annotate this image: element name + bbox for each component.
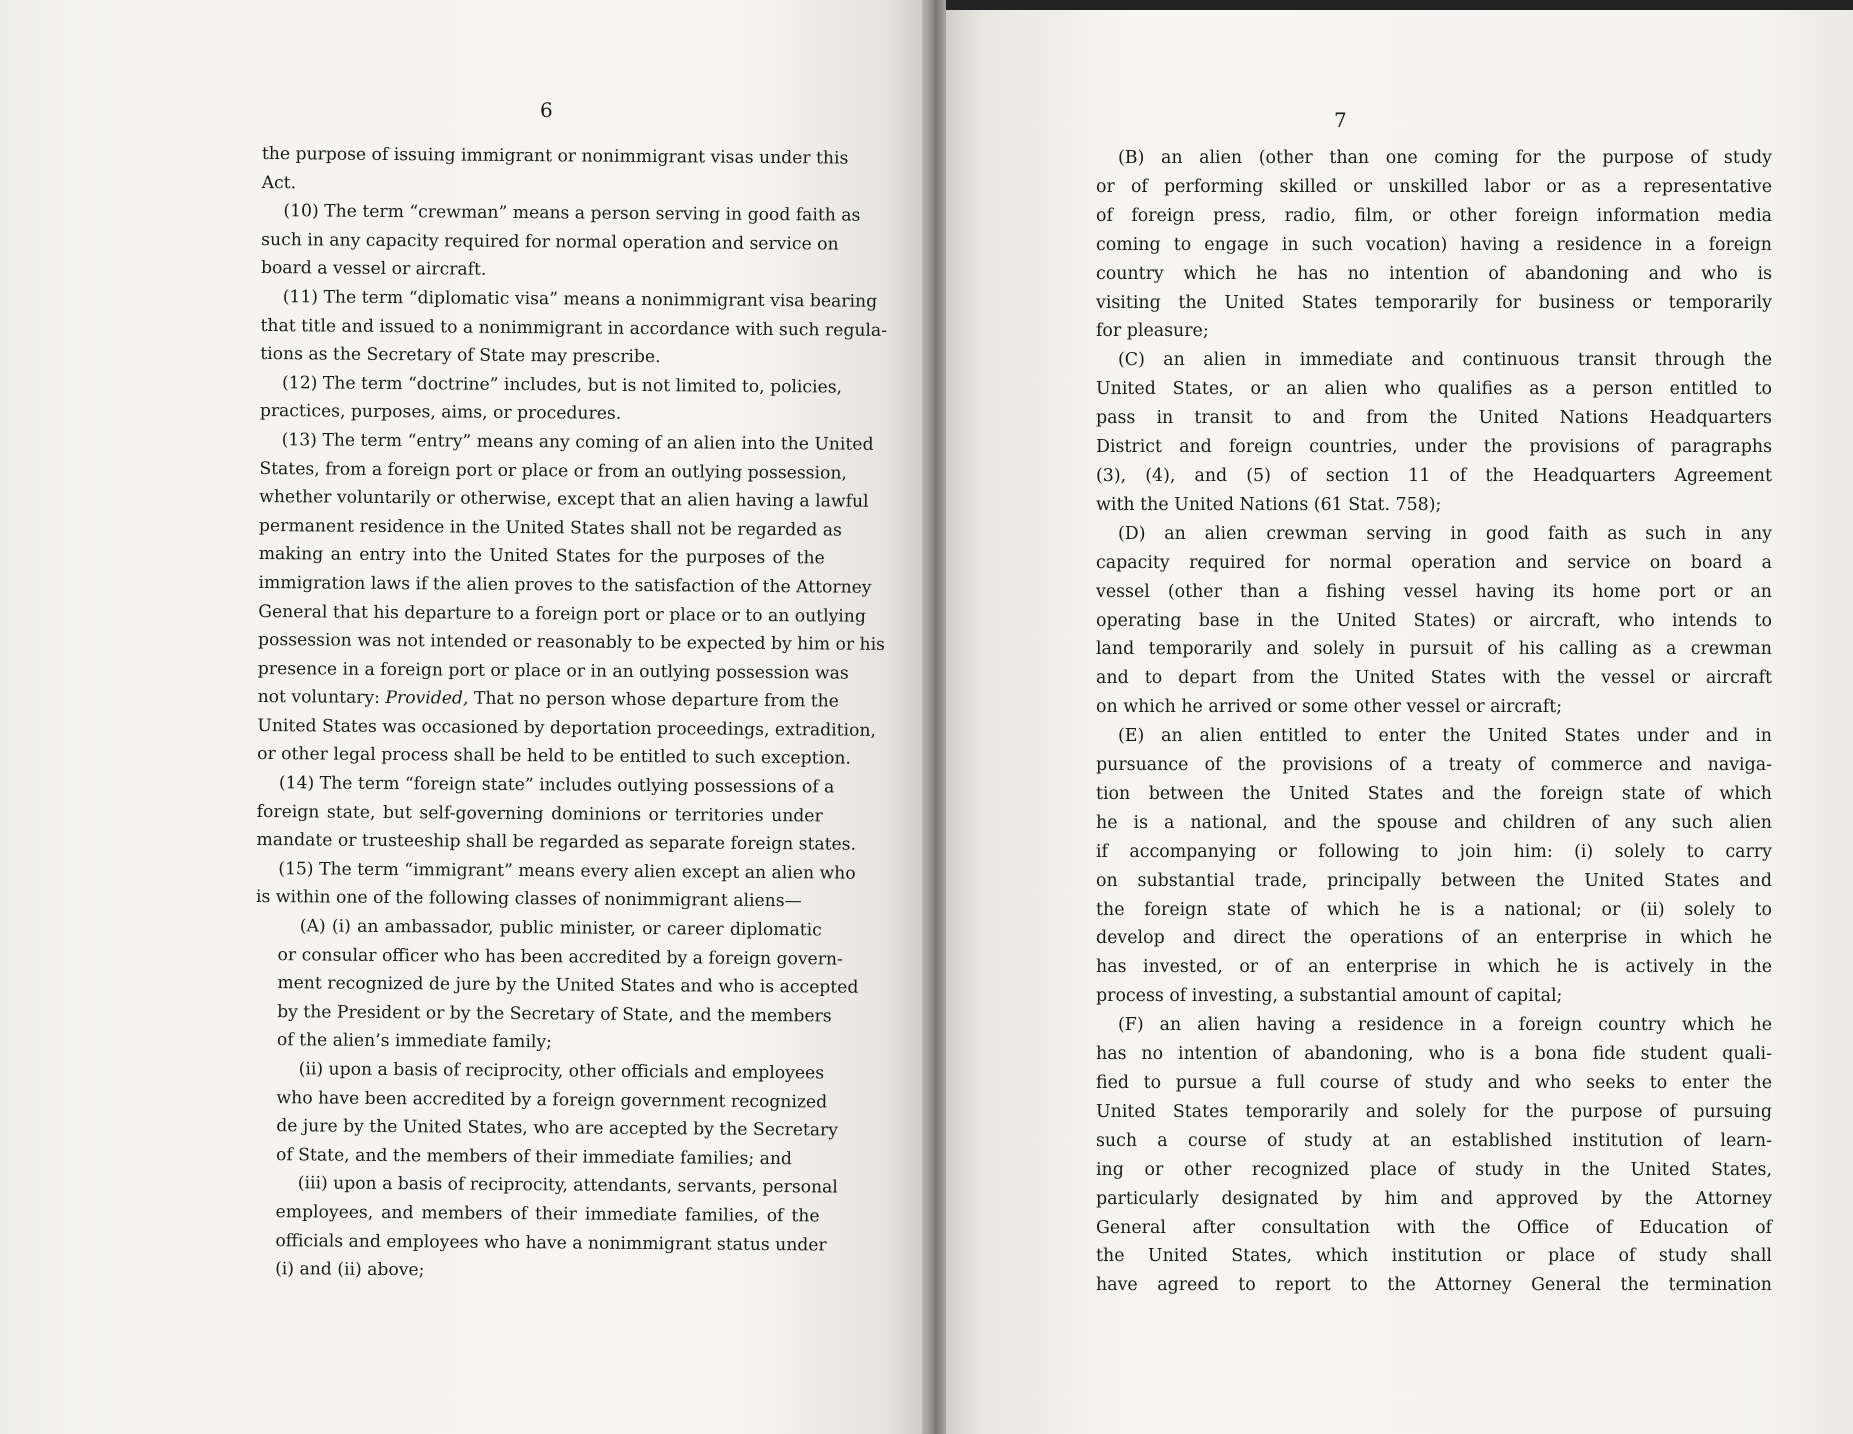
right-page	[946, 0, 1853, 1434]
text-line: or other legal process shall be held to be entitled to such exception.	[257, 744, 851, 770]
text-line: (3), (4), and (5) of section 11 of the Headquarters Agreement	[1096, 465, 1772, 486]
text-line: (11) The term “diplomatic visa” means a nonimmigrant visa bearing	[282, 287, 878, 312]
text-line: or consular officer who has been accredited by a foreign govern-	[277, 944, 843, 970]
text-line: practices, purposes, aims, or procedures.	[259, 401, 622, 425]
text-line: and to depart from the United States with the vessel or aircraft	[1096, 668, 1772, 689]
page-number: 7	[1334, 108, 1348, 132]
text-line: of the alien’s immediate family;	[276, 1030, 552, 1053]
text-line: pass in transit to and from the United Nations Headquarters	[1096, 408, 1772, 429]
text-line: tion between the United States and the foreign state of which	[1096, 783, 1772, 804]
text-line: not voluntary: Provided, That no person whose departure from the	[257, 687, 839, 712]
text-line: (iii) upon a basis of reciprocity, attendants, servants, personal	[297, 1173, 838, 1198]
text-line: United States was occasioned by deportation proceedings, extradition,	[257, 715, 877, 741]
text-line: (13) The term “entry” means any coming of an alien into the United	[281, 430, 874, 455]
text-line: that title and issued to a nonimmigrant in accordance with such regula-	[260, 315, 888, 341]
text-line: coming to engage in such vocation) having a residence in a foreign	[1096, 234, 1772, 255]
text-line: has no intention of abandoning, who is a bona fide student quali-	[1096, 1044, 1772, 1065]
text-line: whether voluntarily or otherwise, except that an alien having a lawful	[259, 487, 869, 512]
text-line: operating base in the United States) or aircraft, who intends to	[1096, 610, 1772, 631]
page-text	[253, 140, 888, 1288]
text-line: who have been accredited by a foreign government recognized	[276, 1087, 828, 1113]
text-line: States, from a foreign port or place or from an outlying possession,	[259, 458, 847, 484]
text-line: of foreign press, radio, film, or other foreign information media	[1096, 205, 1772, 226]
page-number: 6	[540, 98, 554, 122]
text-line: have agreed to report to the Attorney General the termination	[1096, 1275, 1772, 1296]
text-line: develop and direct the operations of an enterprise in which he	[1096, 928, 1772, 949]
text-line: he is a national, and the spouse and children of any such alien	[1096, 812, 1772, 833]
text-line: (D) an alien crewman serving in good faith as such in any	[1118, 523, 1772, 544]
text-line: the foreign state of which he is a national; or (ii) solely to	[1096, 899, 1772, 920]
text-line: particularly designated by him and approved by the Attorney	[1096, 1188, 1772, 1209]
text-line: ing or other recognized place of study in the United States,	[1096, 1159, 1772, 1180]
text-line: on substantial trade, principally between the United States and	[1096, 870, 1772, 891]
text-line: for pleasure;	[1096, 321, 1209, 342]
text-line: such in any capacity required for normal operation and service on	[261, 229, 839, 255]
text-line: or of performing skilled or unskilled labor or as a representative	[1096, 176, 1772, 197]
text-line: (B) an alien (other than one coming for the purpose of study	[1118, 148, 1772, 168]
text-line: General that his departure to a foreign port or place or to an outlying	[258, 601, 866, 627]
text-line: presence in a foreign port or place or in an outlying possession was	[257, 658, 849, 684]
text-line: process of investing, a substantial amount of capital;	[1096, 986, 1563, 1007]
text-line: on which he arrived or some other vessel or aircraft;	[1096, 697, 1563, 718]
text-line: United States, or an alien who qualifies as a person entitled to	[1096, 379, 1772, 400]
text-line: of State, and the members of their immediate families; and	[275, 1144, 793, 1169]
scan-edge	[946, 0, 1853, 10]
text-line: pursuance of the provisions of a treaty of commerce and naviga-	[1096, 755, 1772, 776]
text-line: land temporarily and solely in pursuit of his calling as a crewman	[1096, 639, 1772, 660]
text-line: the United States, which institution or place of study shall	[1096, 1246, 1772, 1267]
text-line: officials and employees who have a nonimmigrant status under	[275, 1230, 827, 1256]
text-line: (C) an alien in immediate and continuous transit through the	[1118, 350, 1772, 371]
text-line: such a course of study at an established institution of learn-	[1096, 1130, 1772, 1151]
text-line: (E) an alien entitled to enter the United States under and in	[1118, 726, 1772, 747]
text-line: foreign state, but self-governing dominions or territories under	[256, 801, 823, 827]
text-line: ment recognized de jure by the United States and who is accepted	[277, 973, 859, 998]
text-line: the purpose of issuing immigrant or nonimmigrant visas under this	[261, 143, 849, 169]
text-line: de jure by the United States, who are accepted by the Secretary	[276, 1116, 839, 1141]
text-line: vessel (other than a fishing vessel having its home port or an	[1096, 581, 1772, 602]
text-line: tions as the Secretary of State may prescribe.	[260, 344, 661, 368]
page-text	[1096, 144, 1772, 1300]
text-line: by the President or by the Secretary of State, and the members	[277, 1001, 832, 1027]
text-line: United States temporarily and solely for the purpose of pursuing	[1096, 1101, 1772, 1122]
text-line: fied to pursue a full course of study and who seeks to enter the	[1096, 1073, 1772, 1093]
text-line: (ii) upon a basis of reciprocity, other officials and employees	[298, 1059, 825, 1084]
text-line: capacity required for normal operation and service on board a	[1096, 552, 1772, 573]
text-line: board a vessel or aircraft.	[260, 258, 487, 281]
left-page	[0, 0, 922, 1434]
text-line: (10) The term “crewman” means a person serving in good faith as	[283, 201, 861, 226]
text-line: with the United Nations (61 Stat. 758);	[1096, 494, 1442, 515]
text-line: (F) an alien having a residence in a foreign country which he	[1118, 1015, 1772, 1036]
text-line: immigration laws if the alien proves to the satisfaction of the Attorney	[258, 572, 872, 598]
text-line: (A) (i) an ambassador, public minister, or career diplomatic	[299, 916, 822, 941]
text-line: General after consultation with the Office of Education of	[1096, 1217, 1772, 1238]
text-line: is within one of the following classes of nonimmigrant aliens—	[255, 887, 802, 912]
text-line: has invested, or of an enterprise in which he is actively in the	[1096, 957, 1772, 978]
text-line: (12) The term “doctrine” includes, but is not limited to, policies,	[282, 372, 843, 398]
text-line: (i) and (ii) above;	[275, 1259, 425, 1281]
text-line: country which he has no intention of abandoning and who is	[1096, 263, 1772, 284]
text-line: employees, and members of their immediate families, of the	[275, 1202, 820, 1227]
text-line: (15) The term “immigrant” means every alien except an alien who	[278, 858, 856, 884]
text-line: permanent residence in the United States shall not be regarded as	[258, 515, 842, 541]
text-line: (14) The term “foreign state” includes outlying possessions of a	[278, 773, 835, 798]
text-line: visiting the United States temporarily for business or temporarily	[1096, 292, 1772, 313]
text-line: possession was not intended or reasonably to be expected by him or his	[257, 630, 886, 656]
text-line: Act.	[261, 172, 297, 193]
text-line: District and foreign countries, under the provisions of paragraphs	[1096, 437, 1772, 458]
text-line: making an entry into the United States for the purposes of the	[258, 544, 825, 569]
text-line: if accompanying or following to join him: (i) solely to carry	[1096, 841, 1772, 862]
book-gutter	[922, 0, 946, 1434]
text-line: mandate or trusteeship shall be regarded as separate foreign states.	[256, 830, 857, 855]
